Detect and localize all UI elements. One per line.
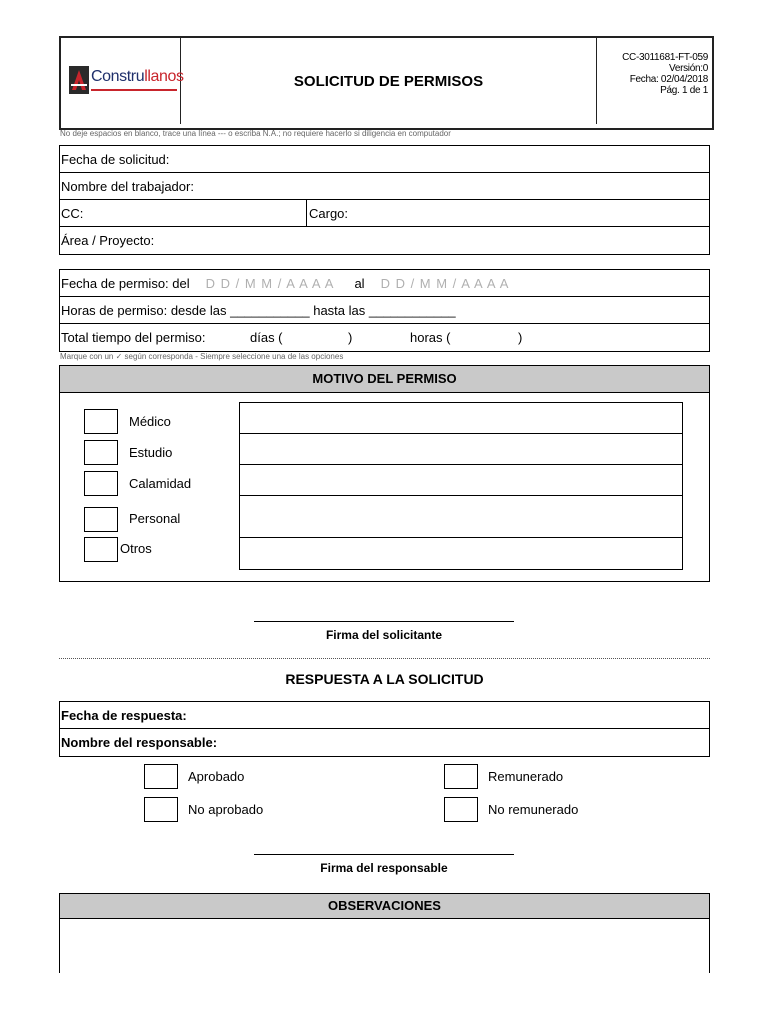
document-code: CC-3011681-FT-059 (622, 52, 708, 63)
checkbox-no-aprobado[interactable] (144, 797, 178, 822)
motivo-detail-estudio[interactable] (239, 433, 683, 465)
label-fecha-solicitud: Fecha de solicitud: (61, 151, 170, 167)
cut-line (59, 658, 710, 659)
cell-divider (306, 200, 307, 226)
checkbox-no-remunerado[interactable] (444, 797, 478, 822)
motivo-note: Marque con un ✓ según corresponda - Siempre seleccione una de las opciones (60, 352, 344, 361)
label-horas-close: ) (518, 330, 523, 345)
date-from-placeholder: D D / M M / A A A A (205, 275, 335, 291)
document-date: Fecha: 02/04/2018 (629, 74, 708, 85)
label-firma-responsable: Firma del responsable (320, 861, 448, 875)
label-horas: horas ( (410, 330, 451, 345)
logo-underline (91, 89, 177, 91)
label-dias: días ( (250, 330, 283, 345)
document-page: Pág. 1 de 1 (660, 85, 708, 96)
row-nombre-responsable[interactable] (60, 729, 709, 756)
row-fecha-solicitud[interactable] (60, 146, 709, 173)
date-to-placeholder: D D / M M / A A A A (380, 275, 510, 291)
motivo-detail-medico[interactable] (239, 402, 683, 434)
label-otros: Otros (120, 541, 152, 556)
row-area-proyecto[interactable] (60, 227, 709, 254)
label-al: al (354, 275, 365, 291)
label-area: Área / Proyecto: (61, 233, 155, 248)
document-title: SOLICITUD DE PERMISOS (181, 38, 597, 124)
checkbox-medico[interactable] (84, 409, 118, 434)
observaciones-section (59, 893, 710, 973)
logo-text: Construllanos (91, 68, 184, 85)
respuesta-title: RESPUESTA A LA SOLICITUD (285, 671, 484, 687)
label-no-aprobado: No aprobado (188, 802, 264, 817)
label-estudio: Estudio (129, 445, 173, 460)
label-remunerado: Remunerado (488, 769, 564, 784)
label-fecha-permiso: Fecha de permiso: del (61, 275, 190, 291)
checkbox-remunerado[interactable] (444, 764, 478, 789)
label-nombre-trabajador: Nombre del trabajador: (61, 178, 194, 194)
row-cc-cargo[interactable] (60, 200, 709, 227)
checkbox-calamidad[interactable] (84, 471, 118, 496)
label-no-remunerado: No remunerado (488, 802, 579, 817)
label-fecha-respuesta: Fecha de respuesta: (61, 707, 187, 723)
observaciones-title: OBSERVACIONES (60, 894, 709, 919)
instructions-note: No deje espacios en blanco, trace una línea --- o escriba N.A.; no requiere hacerlo si diligencia en computador (60, 129, 451, 138)
label-total-tiempo: Total tiempo del permiso: (61, 330, 206, 345)
permit-info-table (59, 269, 710, 352)
checkbox-aprobado[interactable] (144, 764, 178, 789)
label-cc: CC: (61, 205, 84, 221)
motivo-detail-otros[interactable] (239, 537, 683, 570)
row-fecha-respuesta[interactable] (60, 702, 709, 729)
checkbox-otros[interactable] (84, 537, 118, 562)
label-cargo: Cargo: (309, 205, 349, 221)
label-firma-solicitante: Firma del solicitante (325, 628, 443, 642)
form-header (59, 36, 714, 130)
motivo-detail-personal[interactable] (239, 495, 683, 538)
label-horas-permiso: Horas de permiso: desde las ___________ hasta las ____________ (61, 302, 456, 318)
checkbox-personal[interactable] (84, 507, 118, 532)
observaciones-field[interactable] (60, 919, 709, 974)
motivo-detail-calamidad[interactable] (239, 464, 683, 496)
label-personal: Personal (129, 511, 181, 526)
request-info-table (59, 145, 710, 255)
row-nombre-trabajador[interactable] (60, 173, 709, 200)
document-version: Versión:0 (669, 63, 708, 74)
row-fecha-permiso[interactable] (60, 270, 709, 297)
row-horas-permiso[interactable] (60, 297, 709, 324)
label-dias-close: ) (348, 330, 353, 345)
signature-line-responsable[interactable] (254, 854, 514, 855)
checkbox-estudio[interactable] (84, 440, 118, 465)
label-nombre-responsable: Nombre del responsable: (61, 735, 218, 750)
motivo-title: MOTIVO DEL PERMISO (60, 366, 709, 393)
label-calamidad: Calamidad (129, 476, 192, 491)
label-aprobado: Aprobado (188, 769, 245, 784)
logo-icon (69, 66, 89, 94)
company-logo (61, 38, 184, 124)
document-meta (597, 52, 708, 96)
respuesta-table (59, 701, 710, 757)
label-medico: Médico (129, 414, 171, 429)
signature-line-solicitante[interactable] (254, 621, 514, 622)
row-total-tiempo[interactable] (60, 324, 709, 351)
